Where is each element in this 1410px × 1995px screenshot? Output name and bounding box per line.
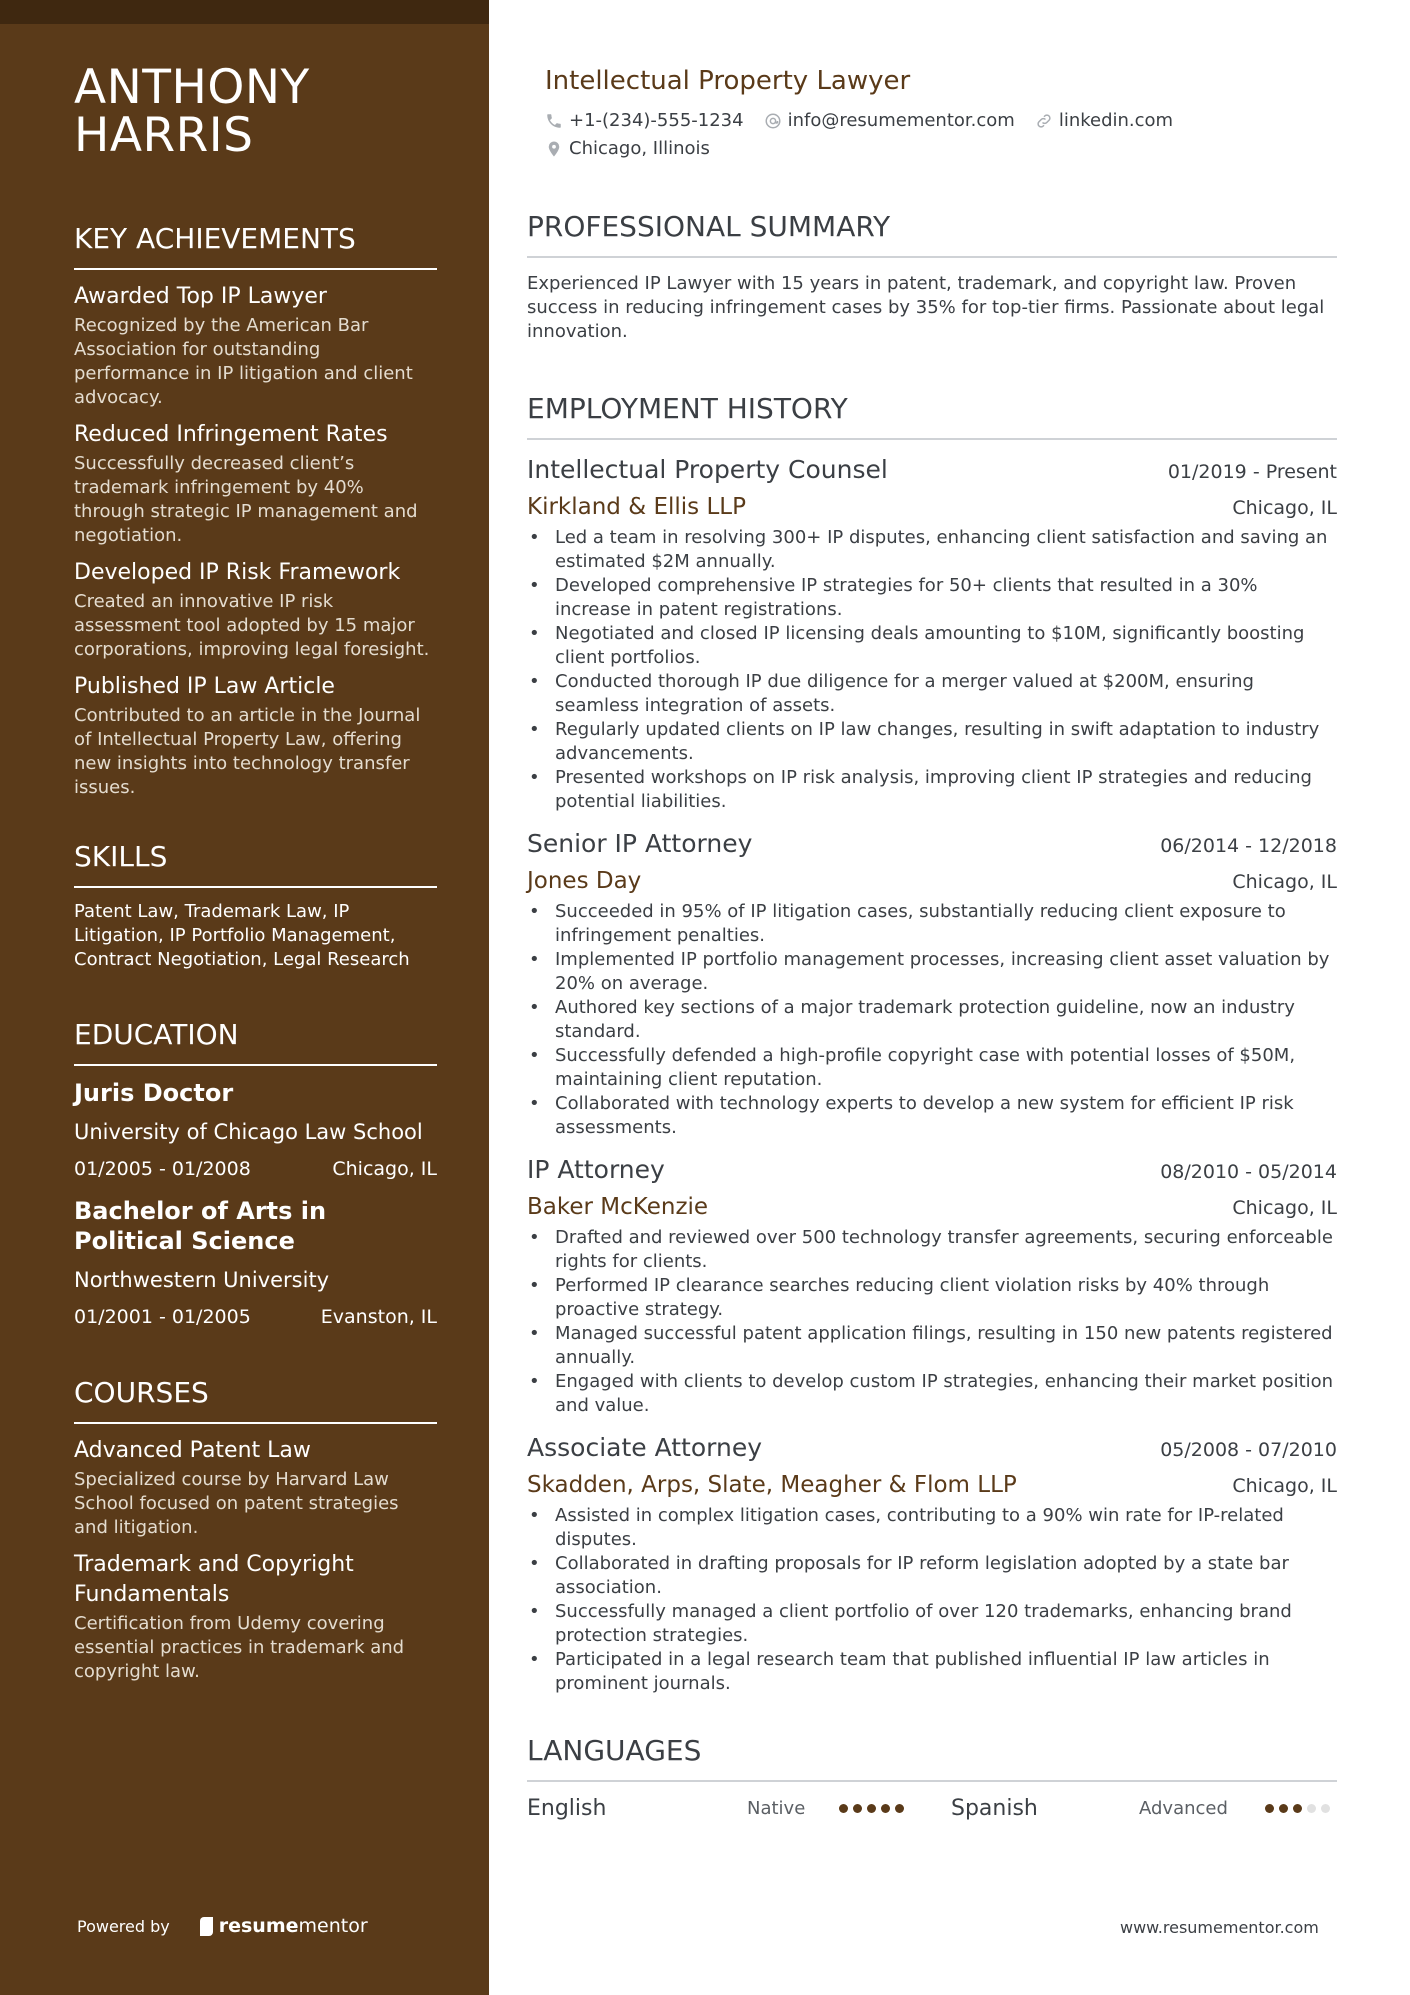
job-bullet: • Successfully defended a high-profile copyright case with potential losses of $50M, maintaining client reputation. (527, 1044, 1337, 1092)
school: Northwestern University (74, 1268, 330, 1292)
job-dates: 01/2019 - Present (1167, 461, 1337, 483)
job-bullet: • Implemented IP portfolio management processes, increasing client asset valuation by 20% on average. (527, 948, 1337, 996)
job-bullets (527, 1504, 1337, 1696)
job-bullet: • Drafted and reviewed over 500 technology transfer agreements, securing enforceable rights for clients. (527, 1226, 1337, 1274)
language-item (951, 1796, 1337, 1821)
job-dates: 06/2014 - 12/2018 (1160, 835, 1337, 857)
language-item (527, 1796, 951, 1821)
degree: Bachelor of Arts in Political Science (74, 1197, 327, 1255)
company-row (527, 1192, 1337, 1222)
job-bullet: • Succeeded in 95% of IP litigation cases, substantially reducing client exposure to infringement penalties. (527, 900, 1337, 948)
rating-dot-filled (1293, 1804, 1302, 1813)
phone-text: +1-(234)-555-1234 (569, 110, 744, 131)
course-item (74, 1550, 437, 1684)
rating-dot-filled (867, 1804, 876, 1813)
achievement-title: Developed IP Risk Framework (74, 560, 401, 585)
company-row (527, 492, 1337, 522)
achievement-item (74, 282, 437, 410)
job-location: Chicago, IL (1232, 1475, 1337, 1497)
company-row (527, 866, 1337, 896)
job-header (527, 828, 1337, 860)
last-name: HARRIS (74, 108, 254, 163)
language-level: Native (747, 1798, 806, 1819)
email-text: info@resumementor.com (787, 110, 1015, 131)
job-location: Chicago, IL (1232, 1197, 1337, 1219)
section-heading: SKILLS (74, 840, 437, 888)
job-bullets (527, 526, 1337, 814)
sidebar (0, 0, 489, 1995)
job-entry (527, 1154, 1337, 1418)
resumementor-logo[interactable] (200, 1915, 368, 1937)
job-location: Chicago, IL (1232, 497, 1337, 519)
language-rating (839, 1804, 909, 1813)
job-role: Senior IP Attorney (527, 829, 753, 858)
job-role: Intellectual Property Counsel (527, 455, 888, 484)
course-item (74, 1436, 437, 1540)
school: University of Chicago Law School (74, 1120, 423, 1144)
powered-by-label: Powered by (77, 1916, 170, 1936)
rating-dot-filled (853, 1804, 862, 1813)
section-heading: COURSES (74, 1376, 437, 1424)
languages-section (527, 1734, 1337, 1821)
language-name: English (527, 1796, 607, 1821)
at-icon (764, 112, 782, 130)
sidebar-top-band (0, 0, 489, 24)
job-header (527, 1432, 1337, 1464)
headline-title: Intellectual Property Lawyer (545, 66, 911, 96)
languages-row (527, 1796, 1337, 1821)
location-pin-icon (545, 140, 563, 158)
achievement-desc: Recognized by the American Bar Association for outstanding performance in IP litigation and client advocacy. (74, 315, 413, 408)
company-name: Skadden, Arps, Slate, Meagher & Flom LLP (527, 1472, 1017, 1498)
company-name: Jones Day (527, 868, 642, 894)
employment-history-section (527, 392, 1337, 1696)
education-dates: 01/2005 - 01/2008 (74, 1158, 251, 1180)
company-row (527, 1470, 1337, 1500)
summary-text: Experienced IP Lawyer with 15 years in patent, trademark, and copyright law. Proven success in reducing infringement cases by 35% for top-tier firms. Passionate about legal innovation. (527, 273, 1325, 342)
education-meta (74, 1304, 437, 1330)
job-bullet: • Engaged with clients to develop custom IP strategies, enhancing their market position and value. (527, 1370, 1337, 1418)
candidate-name (74, 60, 437, 163)
rating-dot-filled (881, 1804, 890, 1813)
rating-dot-filled (895, 1804, 904, 1813)
course-title: Trademark and Copyright Fundamentals (74, 1552, 354, 1607)
job-bullet: • Regularly updated clients on IP law changes, resulting in swift adaptation to industry advancements. (527, 718, 1337, 766)
achievement-title: Published IP Law Article (74, 674, 335, 699)
language-name: Spanish (951, 1796, 1038, 1821)
job-bullet: • Performed IP clearance searches reducing client violation risks by 40% through proactive strategy. (527, 1274, 1337, 1322)
achievement-desc: Created an innovative IP risk assessment tool adopted by 15 major corporations, improving legal foresight. (74, 591, 430, 660)
education-location: Chicago, IL (332, 1158, 437, 1180)
job-bullet: • Developed comprehensive IP strategies for 50+ clients that resulted in a 30% increase in patent registrations. (527, 574, 1337, 622)
job-location: Chicago, IL (1232, 871, 1337, 893)
job-role: Associate Attorney (527, 1433, 763, 1462)
rating-dot-empty (1307, 1804, 1316, 1813)
company-name: Baker McKenzie (527, 1194, 709, 1220)
location-text: Chicago, Illinois (569, 138, 710, 159)
main-content (527, 64, 1337, 1821)
course-desc: Specialized course by Harvard Law School focused on patent strategies and litigation. (74, 1469, 399, 1538)
achievement-title: Awarded Top IP Lawyer (74, 284, 327, 309)
job-dates: 05/2008 - 07/2010 (1160, 1439, 1337, 1461)
linkedin-text: linkedin.com (1058, 110, 1174, 131)
job-bullet: • Negotiated and closed IP licensing deals amounting to $10M, significantly boosting client portfolios. (527, 622, 1337, 670)
rating-dot-empty (1321, 1804, 1330, 1813)
job-entry (527, 1432, 1337, 1696)
phone-icon (545, 112, 563, 130)
location (545, 136, 710, 162)
job-role: IP Attorney (527, 1155, 665, 1184)
rating-dot-filled (839, 1804, 848, 1813)
section-heading: LANGUAGES (527, 1734, 1337, 1782)
brand-light: mentor (298, 1915, 368, 1937)
skills-section (74, 840, 437, 972)
key-achievements-section (74, 222, 437, 800)
section-heading: EMPLOYMENT HISTORY (527, 392, 1337, 440)
section-heading: KEY ACHIEVEMENTS (74, 222, 437, 270)
degree: Juris Doctor (74, 1079, 234, 1107)
language-rating (1265, 1804, 1335, 1813)
education-meta (74, 1156, 437, 1182)
job-bullet: • Collaborated in drafting proposals for IP reform legislation adopted by a state bar association. (527, 1552, 1337, 1600)
rating-dot-filled (1279, 1804, 1288, 1813)
first-name: ANTHONY (74, 60, 310, 115)
footer-url[interactable]: www.resumementor.com (1120, 1918, 1319, 1937)
job-bullet: • Conducted thorough IP due diligence for a merger valued at $200M, ensuring seamless integration of assets. (527, 670, 1337, 718)
course-title: Advanced Patent Law (74, 1438, 311, 1463)
job-bullet: • Collaborated with technology experts to develop a new system for efficient IP risk assessments. (527, 1092, 1337, 1140)
courses-section (74, 1376, 437, 1684)
contact-row (545, 108, 1337, 134)
job-dates: 08/2010 - 05/2014 (1160, 1161, 1337, 1183)
education-section (74, 1018, 437, 1330)
sidebar-content (74, 60, 437, 1684)
phone[interactable] (545, 108, 744, 134)
skills-list: Patent Law, Trademark Law, IP Litigation, IP Portfolio Management, Contract Negotiation, Legal Research (74, 901, 410, 970)
achievement-item (74, 558, 437, 662)
achievement-title: Reduced Infringement Rates (74, 422, 388, 447)
section-heading: PROFESSIONAL SUMMARY (527, 210, 1337, 258)
linkedin[interactable] (1035, 108, 1173, 134)
contact-row (545, 136, 1337, 162)
job-bullet: • Led a team in resolving 300+ IP disputes, enhancing client satisfaction and saving an estimated $2M annually. (527, 526, 1337, 574)
job-bullets (527, 900, 1337, 1140)
achievement-desc: Successfully decreased client’s trademark infringement by 40% through strategic IP management and negotiation. (74, 453, 418, 546)
education-location: Evanston, IL (320, 1306, 437, 1328)
job-bullet: • Successfully managed a client portfolio of over 120 trademarks, enhancing brand protection strategies. (527, 1600, 1337, 1648)
achievement-item (74, 420, 437, 548)
brand-bold: resume (218, 1915, 299, 1937)
course-desc: Certification from Udemy covering essential practices in trademark and copyright law. (74, 1613, 405, 1682)
powered-by (77, 1915, 368, 1937)
job-header (527, 454, 1337, 486)
job-bullet: • Managed successful patent application filings, resulting in 150 new patents registered annually. (527, 1322, 1337, 1370)
job-bullet: • Presented workshops on IP risk analysis, improving client IP strategies and reducing potential liabilities. (527, 766, 1337, 814)
job-entry (527, 454, 1337, 814)
company-name: Kirkland & Ellis LLP (527, 494, 746, 520)
resumementor-logo-icon (200, 1917, 213, 1936)
achievement-item (74, 672, 437, 800)
education-dates: 01/2001 - 01/2005 (74, 1306, 251, 1328)
rating-dot-filled (1265, 1804, 1274, 1813)
professional-summary-section (527, 210, 1337, 344)
achievement-desc: Contributed to an article in the Journal of Intellectual Property Law, offering new insights into technology transfer issues. (74, 705, 421, 798)
job-entry (527, 828, 1337, 1140)
job-bullet: • Authored key sections of a major trademark protection guideline, now an industry standard. (527, 996, 1337, 1044)
job-bullet: • Assisted in complex litigation cases, contributing to a 90% win rate for IP-related disputes. (527, 1504, 1337, 1552)
education-item (74, 1196, 437, 1330)
link-icon (1035, 112, 1053, 130)
language-level: Advanced (1139, 1798, 1228, 1819)
job-bullet: • Participated in a legal research team that published influential IP law articles in prominent journals. (527, 1648, 1337, 1696)
job-header (527, 1154, 1337, 1186)
email[interactable] (764, 108, 1015, 134)
section-heading: EDUCATION (74, 1018, 437, 1066)
job-bullets (527, 1226, 1337, 1418)
education-item (74, 1078, 437, 1182)
